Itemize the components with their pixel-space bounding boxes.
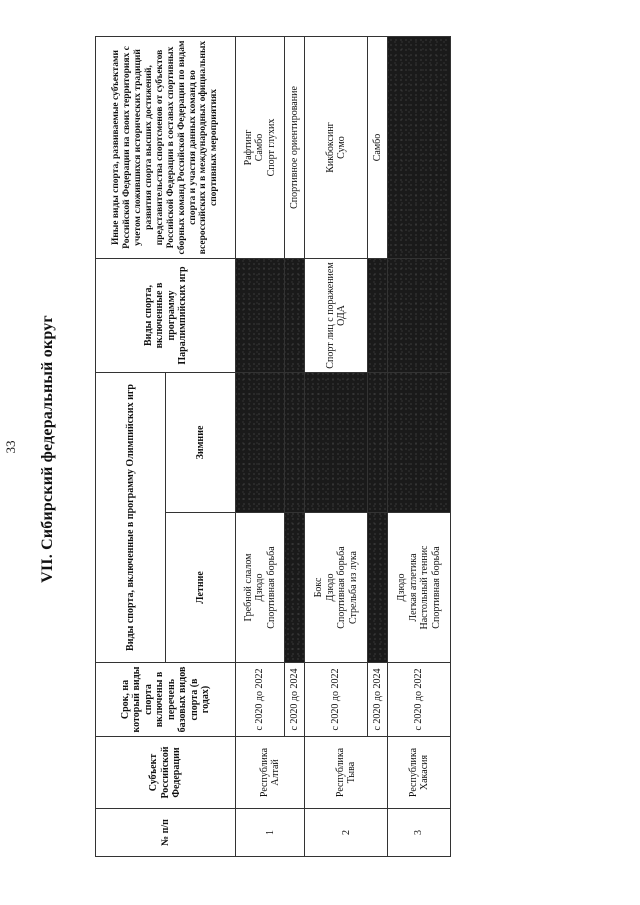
sports-table <box>95 36 451 857</box>
row-paralympic-empty <box>285 259 305 373</box>
row-num: 1 <box>236 809 305 857</box>
header-term: Срок, на который виды спорта включены в перечень базовых видов спорта (в годах) <box>96 663 236 737</box>
table-row <box>236 37 285 857</box>
row-term: с 2020 до 2024 <box>285 663 305 737</box>
row-winter-empty <box>305 373 368 513</box>
header-olympic: Виды спорта, включенные в программу Олимпийских игр <box>96 373 166 663</box>
sport-item: Бокс <box>313 577 325 598</box>
row-winter-empty <box>285 373 305 513</box>
row-num: 2 <box>305 809 388 857</box>
row-paralympic-empty <box>236 259 285 373</box>
row-summer-empty <box>367 513 387 663</box>
sport-item: Самбо <box>254 133 266 162</box>
sport-item: Дзюдо <box>324 573 336 602</box>
row-term: с 2020 до 2022 <box>236 663 285 737</box>
table-row <box>305 37 368 857</box>
header-winter: Зимние <box>166 373 236 513</box>
row-paralympic-empty <box>367 259 387 373</box>
sport-item: Спортивная борьба <box>265 546 277 629</box>
header-paralympic: Виды спорта, включенные в программу Паралимпийских игр <box>96 259 236 373</box>
row-other <box>305 37 368 259</box>
row-subject: Республика Алтай <box>236 737 305 809</box>
row-term: с 2020 до 2022 <box>305 663 368 737</box>
row-subject: Республика Хакасия <box>388 737 451 809</box>
sport-item: Гребной слалом <box>242 553 254 622</box>
sport-item: Спортивная борьба <box>430 546 442 629</box>
header-other: Иные виды спорта, развиваемые субъектами Российской Федерации на своих территориях с учетом сложившихся исторических традиций развития спорта высших достижений, представительства спортсменов от субъектов Российской Федерации в составах спортивных сборных команд Российской Федерации по видам спорта и участия данных команд во всероссийских и в международных официальных спортивных мероприятиях <box>96 37 236 259</box>
row-summer-empty <box>285 513 305 663</box>
sport-item: Рафтинг <box>242 129 254 166</box>
row-paralympic-empty <box>388 259 451 373</box>
sport-item: Легкая атлетика <box>407 553 419 622</box>
row-winter-empty <box>367 373 387 513</box>
row-other <box>285 37 305 259</box>
sport-item: Сумо <box>336 136 348 159</box>
table-row <box>285 37 305 857</box>
row-term: с 2020 до 2022 <box>388 663 451 737</box>
header-num: № п/п <box>96 809 236 857</box>
page-number: 33 <box>3 440 18 454</box>
sport-item: Дзюдо <box>396 573 408 602</box>
table-row <box>367 37 387 857</box>
row-summer <box>236 513 285 663</box>
sport-item: Дзюдо <box>254 573 266 602</box>
row-other-empty <box>388 37 451 259</box>
row-term: с 2020 до 2024 <box>367 663 387 737</box>
sport-item: Спортивное ориентирование <box>288 86 300 209</box>
row-subject: Республика Тыва <box>305 737 388 809</box>
sport-item: Спорт лиц с поражением ОДА <box>324 262 348 369</box>
sport-item: Настольный теннис <box>419 545 431 630</box>
header-summer: Летние <box>166 513 236 663</box>
row-num: 3 <box>388 809 451 857</box>
row-summer <box>388 513 451 663</box>
header-row <box>96 37 166 857</box>
table-row <box>388 37 451 857</box>
header-subject: Субъект Российской Федерации <box>96 737 236 809</box>
sport-item: Кикбоксинг <box>324 122 336 173</box>
sport-item: Самбо <box>371 133 383 162</box>
sport-item: Спортивная борьба <box>336 546 348 629</box>
row-other <box>236 37 285 259</box>
row-winter-empty <box>388 373 451 513</box>
row-other <box>367 37 387 259</box>
page-title: VII. Сибирский федеральный округ <box>39 315 56 583</box>
row-paralympic <box>305 259 368 373</box>
sport-item: Стрельба из лука <box>347 551 359 624</box>
sport-item: Спорт глухих <box>265 118 277 177</box>
row-winter-empty <box>236 373 285 513</box>
rotated-page <box>3 37 451 857</box>
row-summer <box>305 513 368 663</box>
